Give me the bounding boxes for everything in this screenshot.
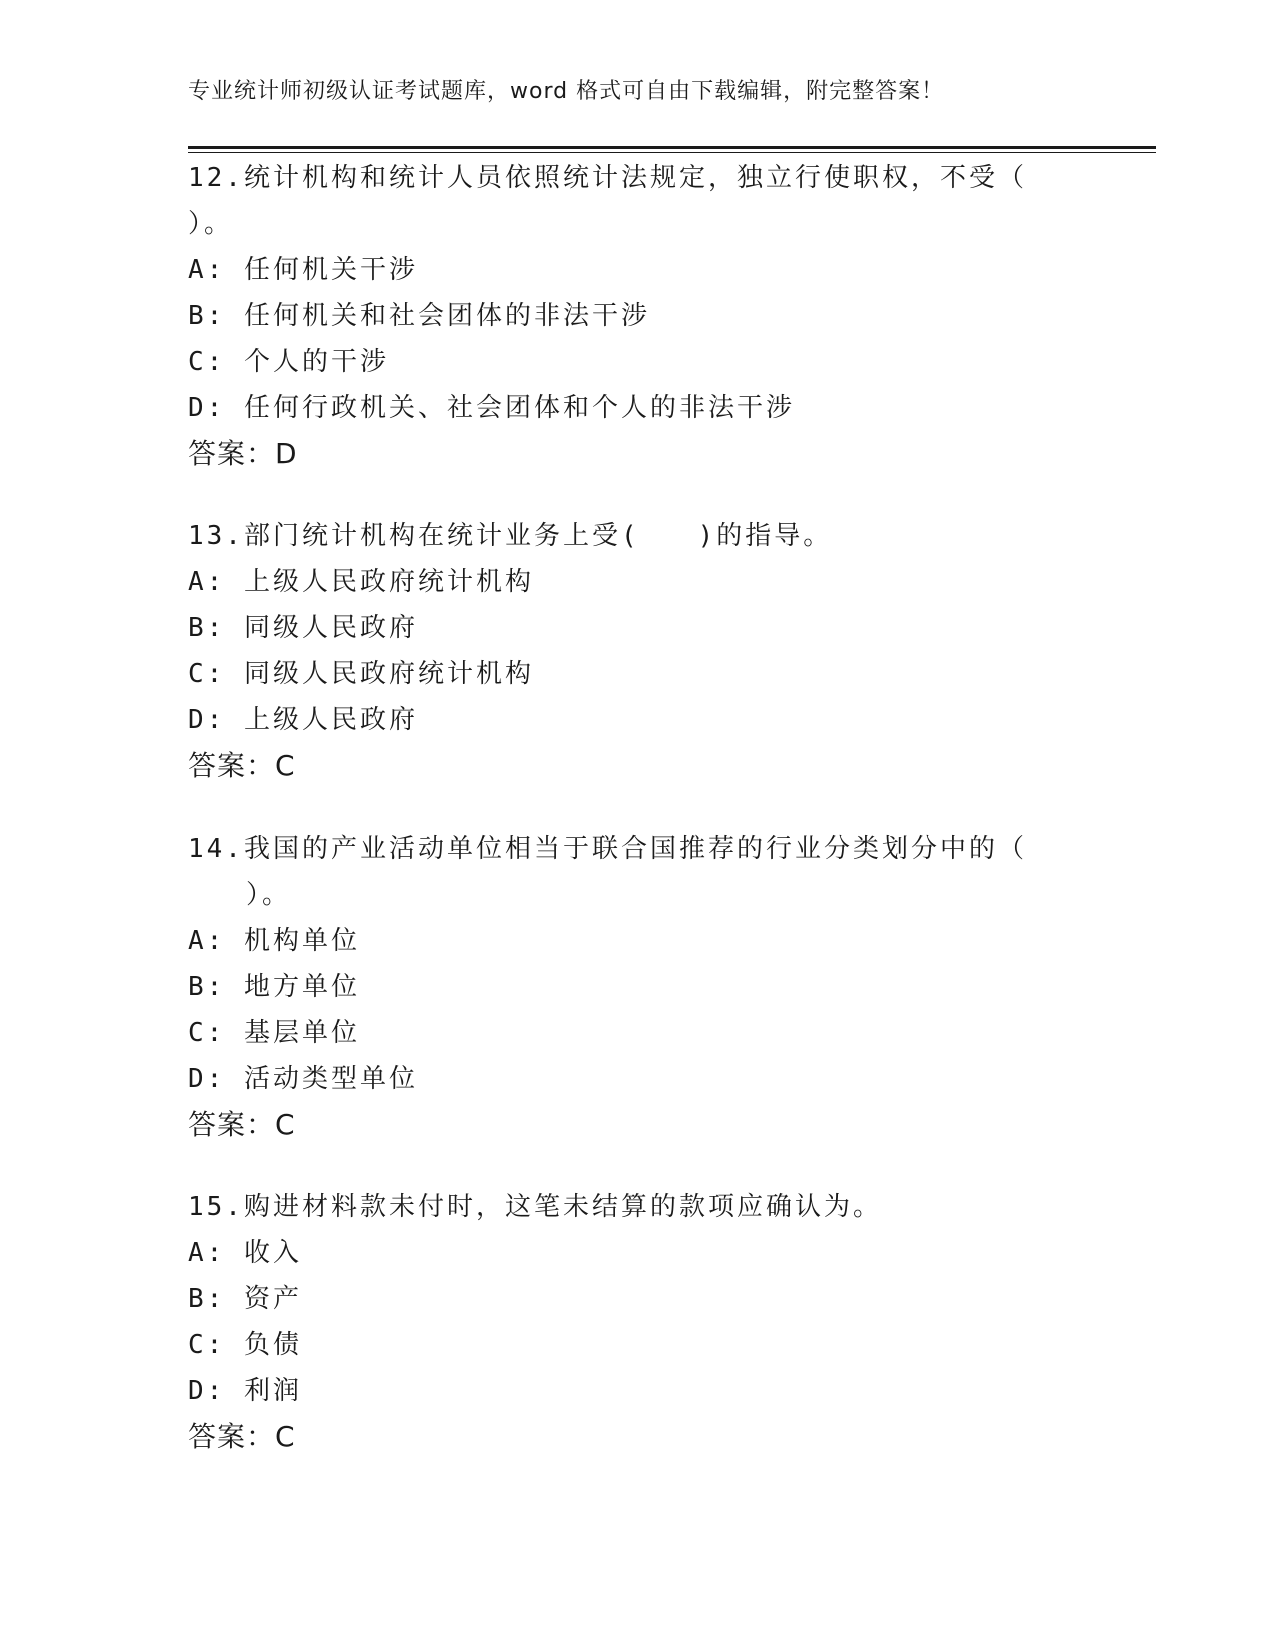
question-stem-continued: ）。	[188, 209, 234, 239]
option-a: A: 机构单位	[188, 926, 360, 956]
option-b: B: 任何机关和社会团体的非法干涉	[188, 301, 650, 331]
answer: 答案：C	[188, 1420, 296, 1453]
option-d: D: 活动类型单位	[188, 1064, 418, 1094]
option-b: B: 地方单位	[188, 972, 360, 1002]
option-c: C: 同级人民政府统计机构	[188, 659, 534, 689]
option-d: D: 上级人民政府	[188, 705, 418, 735]
question-stem: 13.部门统计机构在统计业务上受( )的指导。	[188, 521, 833, 551]
option-a: A: 任何机关干涉	[188, 255, 418, 285]
page-header: 专业统计师初级认证考试题库，word 格式可自由下载编辑，附完整答案！	[188, 79, 945, 104]
option-c: C: 负债	[188, 1330, 302, 1360]
question-15	[188, 1184, 1068, 1460]
question-12	[188, 155, 1068, 477]
header-rule-thin	[188, 152, 1156, 153]
option-d: D: 任何行政机关、社会团体和个人的非法干涉	[188, 393, 795, 423]
option-c: C: 个人的干涉	[188, 347, 389, 377]
question-stem: 12.统计机构和统计人员依照统计法规定，独立行使职权，不受（	[188, 163, 1027, 193]
question-stem: 14.我国的产业活动单位相当于联合国推荐的行业分类划分中的（	[188, 834, 1027, 864]
question-14	[188, 826, 1068, 1148]
question-stem: 15.购进材料款未付时，这笔未结算的款项应确认为。	[188, 1192, 882, 1222]
answer: 答案：D	[188, 437, 298, 470]
header-rule-thick	[188, 146, 1156, 149]
option-a: A: 上级人民政府统计机构	[188, 567, 534, 597]
answer: 答案：C	[188, 1108, 296, 1141]
option-b: B: 同级人民政府	[188, 613, 418, 643]
option-d: D: 利润	[188, 1376, 302, 1406]
option-b: B: 资产	[188, 1284, 302, 1314]
answer: 答案：C	[188, 749, 296, 782]
question-13	[188, 513, 1068, 789]
option-a: A: 收入	[188, 1238, 302, 1268]
question-stem-continued: ）。	[188, 880, 292, 910]
option-c: C: 基层单位	[188, 1018, 360, 1048]
